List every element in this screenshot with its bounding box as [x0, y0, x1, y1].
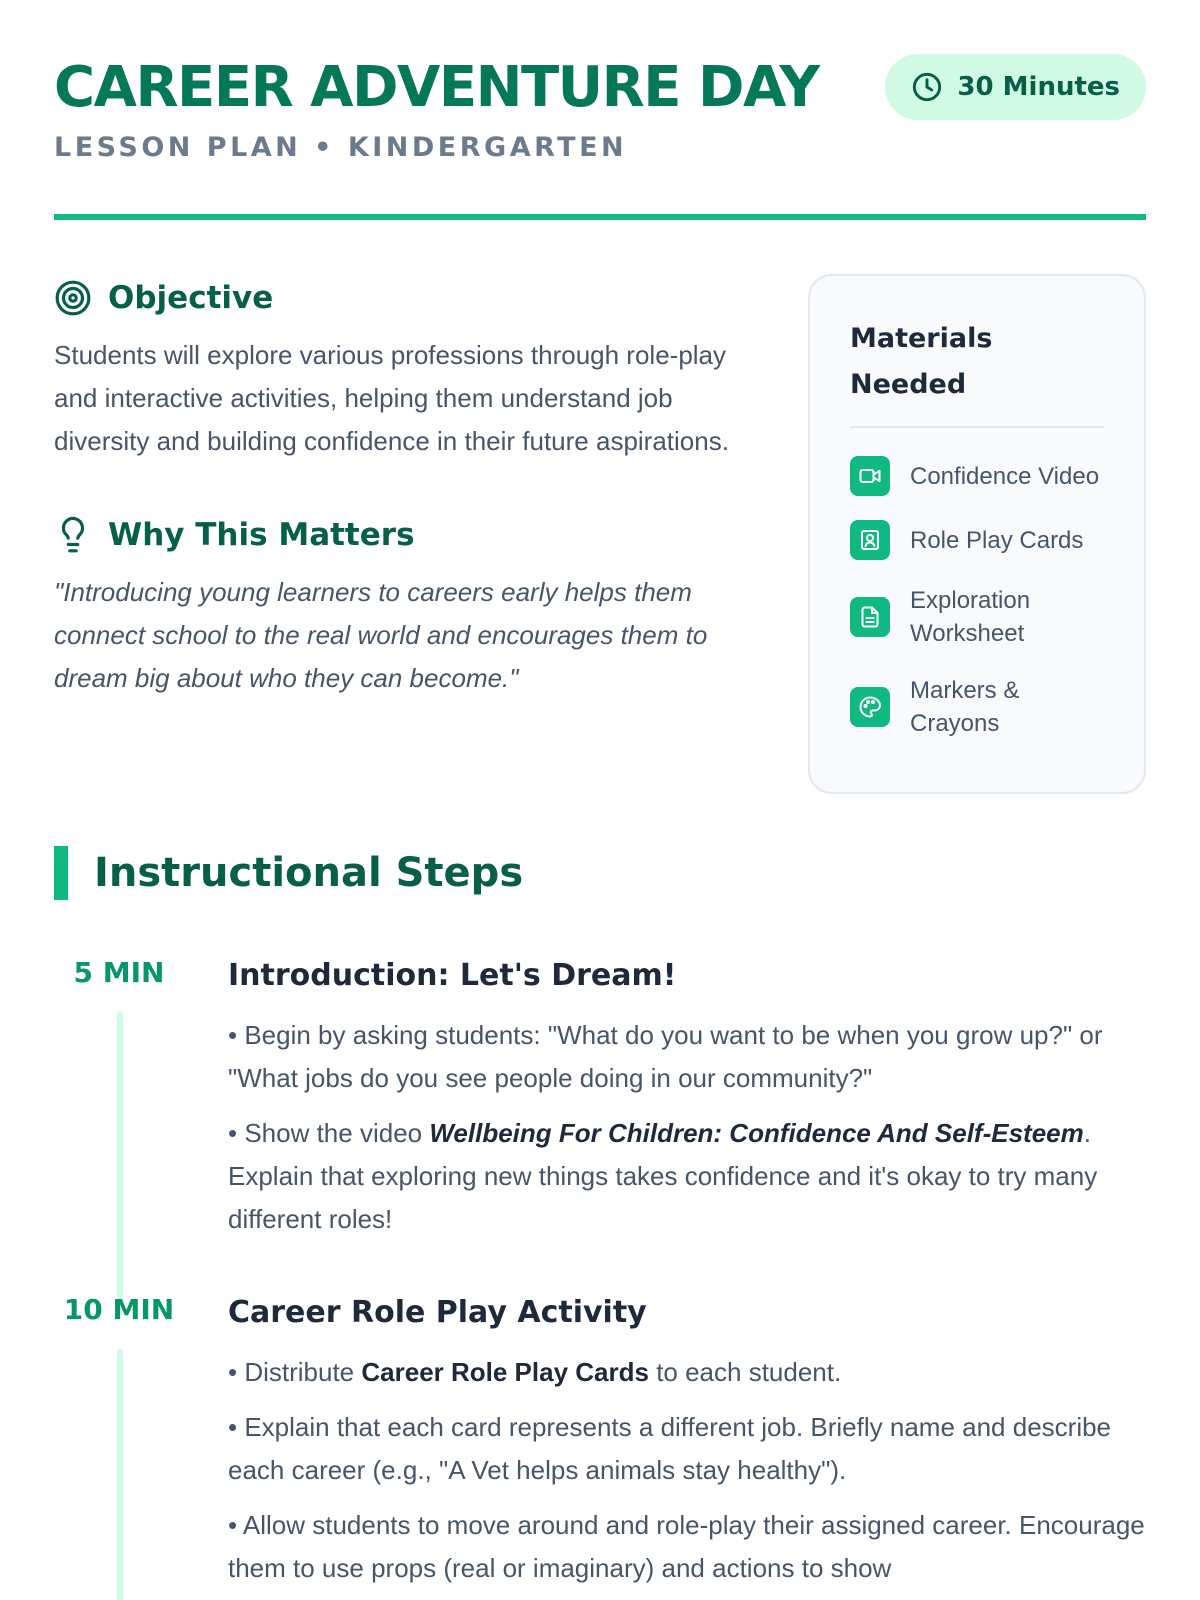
overview-section	[54, 270, 1146, 790]
step-duration: 10 MIN	[63, 1293, 175, 1326]
header	[54, 0, 1146, 218]
timeline-line	[117, 1012, 123, 1302]
objective-heading: Objective	[108, 280, 274, 316]
material-item-worksheet	[850, 584, 1104, 650]
steps-heading-accent	[54, 846, 68, 900]
step-bullet	[228, 1351, 1146, 1394]
step-bullet	[228, 1112, 1146, 1241]
materials-heading: Materials Needed	[850, 323, 993, 400]
step-body	[228, 950, 1146, 1241]
header-divider	[54, 214, 1146, 220]
material-label: Confidence Video	[910, 462, 1100, 490]
steps-heading: Instructional Steps	[94, 850, 524, 896]
step-bullet: • Allow students to move around and role-play their assigned career. Encourage them to use props (real or imaginary) and actions to show	[228, 1510, 1145, 1583]
material-label: Exploration Worksheet	[910, 587, 1031, 647]
step-title: Career Role Play Activity	[228, 1295, 647, 1330]
video-title: Wellbeing For Children: Confidence And Self-Esteem	[429, 1118, 1084, 1148]
overview-text-column	[54, 270, 774, 700]
page-title: CAREER ADVENTURE DAY	[54, 55, 819, 120]
lightbulb-icon	[54, 516, 92, 554]
step-title: Introduction: Let's Dream!	[228, 958, 677, 993]
id-card-icon	[850, 520, 890, 560]
material-item-markers	[850, 674, 1104, 740]
bullet-text: • Show the video	[228, 1118, 430, 1148]
why-heading-row	[54, 507, 774, 563]
clock-icon	[911, 71, 943, 103]
document-icon	[850, 597, 890, 637]
steps-heading-row	[54, 846, 523, 900]
bullet-text: • Distribute	[228, 1357, 362, 1387]
step-body	[228, 1287, 1146, 1590]
materials-list	[850, 456, 1104, 740]
step-bullet: • Explain that each card represents a different job. Briefly name and describe each career (e.g., "A Vet helps animals stay healthy").	[228, 1412, 1112, 1485]
page-subtitle: LESSON PLAN • KINDERGARTEN	[54, 132, 628, 163]
step-bullet: • Begin by asking students: "What do you want to be when you grow up?" or "What jobs do you see people doing in our community?"	[228, 1020, 1103, 1093]
target-icon	[54, 279, 92, 317]
bullet-text: to each student.	[648, 1357, 842, 1387]
material-item-role-play-cards	[850, 520, 1104, 560]
material-label: Role Play Cards	[910, 526, 1084, 554]
material-label: Markers & Crayons	[910, 677, 1020, 737]
step-role-play	[54, 1287, 1146, 1590]
material-item-video	[850, 456, 1104, 496]
material-reference: Career Role Play Cards	[361, 1357, 649, 1387]
why-heading: Why This Matters	[108, 517, 415, 553]
objective-heading-row	[54, 270, 774, 326]
duration-badge	[885, 54, 1146, 120]
steps-timeline	[54, 950, 1146, 1590]
why-quote: "Introducing young learners to careers early helps them connect school to the real world and encourages them to dream big about who they can become."	[54, 577, 708, 693]
duration-label: 30 Minutes	[957, 72, 1120, 102]
materials-card	[808, 274, 1146, 794]
bullet-text: . Explain that exploring new things takes confidence and it's okay to try many different roles!	[228, 1118, 1098, 1234]
video-icon	[850, 456, 890, 496]
step-duration: 5 MIN	[73, 956, 165, 989]
timeline-line	[117, 1349, 123, 1600]
objective-text: Students will explore various professions through role-play and interactive activities, helping them understand job diversity and building confidence in their future aspirations.	[54, 340, 729, 456]
palette-icon	[850, 687, 890, 727]
materials-divider	[850, 426, 1104, 428]
step-introduction	[54, 950, 1146, 1241]
